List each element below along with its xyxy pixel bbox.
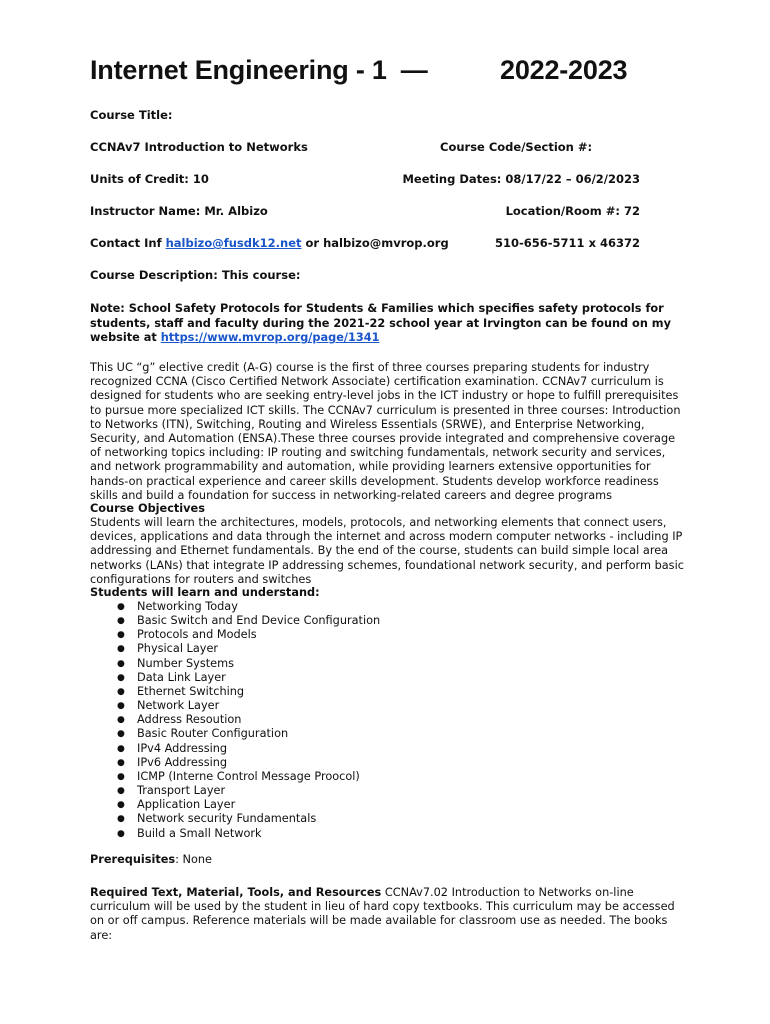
list-item xyxy=(90,798,380,812)
phone-number: 510-656-5711 x 46372 xyxy=(495,236,640,250)
list-item-text: Network security Fundamentals xyxy=(137,812,317,826)
bullet-icon: ● xyxy=(117,729,125,740)
list-item-text: Network Layer xyxy=(137,699,220,713)
bullet-icon: ● xyxy=(117,701,125,712)
prerequisites-value: : None xyxy=(175,853,213,866)
units-of-credit: Units of Credit: 10 xyxy=(90,172,209,186)
list-item-text: Basic Switch and End Device Configuration xyxy=(137,614,381,628)
list-item xyxy=(90,770,380,784)
bullet-icon: ● xyxy=(117,658,125,669)
list-item-text: Transport Layer xyxy=(137,784,226,798)
location-room: Location/Room #: 72 xyxy=(505,204,640,218)
bullet-icon: ● xyxy=(117,602,125,612)
list-item xyxy=(90,784,380,798)
learn-heading: Students will learn and understand: xyxy=(90,586,320,599)
contact-email-link[interactable]: halbizo@fusdk12.net xyxy=(165,236,302,250)
description-body: This UC “g” elective credit (A-G) course is the first of three courses preparing students for industry recognized CCNA (Cisco Certified Network Associate) certification examination. CCNAv7 curriculum is designed for students who are seeking entry-level jobs in the ICT industry or hope to fulfill prerequisites to pursue more specialized ICT skills. The CCNAv7 curriculum is presented in three courses: Introduction to Networks (ITN), Switching, Routing and Wireless Essentials (SRWE), and Enterprise Networking, Security, and Automation (ENSA).These three courses provide integrated and comprehensive coverage of networking topics including: IP routing and switching fundamentals, network security and services, and network programmability and automation, while providing learners extensive opportunities for hands-on practical experience and career skills development. Students develop workforce readiness skills and build a foundation for success in networking-related careers and degree programs xyxy=(90,361,681,502)
list-item xyxy=(90,614,380,628)
list-item xyxy=(90,685,380,699)
title-dash: — xyxy=(400,55,428,85)
list-item-text: Address Resoution xyxy=(137,713,242,727)
list-item xyxy=(90,742,380,756)
list-item-text: Ethernet Switching xyxy=(137,684,245,698)
list-item-text: Data Link Layer xyxy=(137,670,226,684)
list-item xyxy=(90,713,380,727)
bullet-icon: ● xyxy=(117,757,125,768)
bullet-icon: ● xyxy=(117,814,125,825)
list-item xyxy=(90,756,380,770)
instructor-name: Instructor Name: Mr. Albizo xyxy=(90,204,268,218)
page-title xyxy=(90,55,628,86)
bullet-icon: ● xyxy=(117,786,125,797)
school-year: 2022-2023 xyxy=(500,55,628,85)
objectives-heading: Course Objectives xyxy=(90,502,205,515)
safety-note-link[interactable]: https://www.mvrop.org/page/1341 xyxy=(160,331,380,344)
topics-list xyxy=(90,600,380,841)
list-item-text: Physical Layer xyxy=(137,642,219,656)
bullet-icon: ● xyxy=(117,672,125,683)
course-name: CCNAv7 Introduction to Networks xyxy=(90,140,308,154)
materials-body: CCNAv7.02 Introduction to Networks on-line curriculum will be used by the student in lieu of hard copy textbooks. This curriculum may be accessed on or off campus. Reference materials will be made available for classroom use as needed. The books are: xyxy=(90,886,675,942)
list-item-text: Application Layer xyxy=(137,798,236,812)
meeting-dates: Meeting Dates: 08/17/22 – 06/2/2023 xyxy=(402,172,640,186)
contact-prefix: Contact Inf xyxy=(90,236,166,250)
materials-label: Required Text, Material, Tools, and Resources xyxy=(90,886,382,899)
list-item-text: IPv6 Addressing xyxy=(137,755,228,769)
bullet-icon: ● xyxy=(117,800,125,811)
prerequisites-label: Prerequisites xyxy=(90,853,176,866)
list-item xyxy=(90,671,380,685)
bullet-icon: ● xyxy=(117,743,125,754)
list-item xyxy=(90,812,380,826)
bullet-icon: ● xyxy=(117,715,125,726)
required-materials xyxy=(90,886,686,943)
bullet-icon: ● xyxy=(117,686,125,697)
contact-info xyxy=(90,236,449,250)
list-item-text: Basic Router Configuration xyxy=(137,727,289,741)
list-item-text: Build a Small Network xyxy=(137,826,262,840)
contact-suffix: or halbizo@mvrop.org xyxy=(301,236,449,250)
list-item xyxy=(90,600,380,614)
prerequisites xyxy=(90,853,686,867)
course-description-label: Course Description: This course: xyxy=(90,268,301,282)
objectives-body: Students will learn the architectures, models, protocols, and networking elements that connect users, devices, applications and data through the internet and across modern computer networks - including IP addressing and Ethernet fundamentals. By the end of the course, students can build simple local area networks (LANs) that integrate IP addressing schemes, foundational network security, and perform basic configurations for routers and switches xyxy=(90,516,684,586)
safety-note xyxy=(90,302,686,346)
bullet-icon: ● xyxy=(117,644,125,655)
bullet-icon: ● xyxy=(117,616,125,627)
list-item xyxy=(90,727,380,741)
list-item-text: IPv4 Addressing xyxy=(137,741,228,755)
safety-note-text: Note: School Safety Protocols for Students & Families which specifies safety protocols for students, staff and faculty during the 2021-22 school year at Irvington can be found on my website at xyxy=(90,302,671,344)
list-item-text: ICMP (Interne Control Message Proocol) xyxy=(137,769,360,783)
bullet-icon: ● xyxy=(117,771,125,782)
bullet-icon: ● xyxy=(117,630,125,641)
list-item-text: Networking Today xyxy=(137,600,238,613)
list-item xyxy=(90,699,380,713)
bullet-icon: ● xyxy=(117,828,125,839)
list-item xyxy=(90,827,380,841)
list-item-text: Number Systems xyxy=(137,656,234,670)
course-code: Course Code/Section #: xyxy=(440,140,593,154)
course-title-label: Course Title: xyxy=(90,108,173,122)
list-item-text: Protocols and Models xyxy=(137,628,257,642)
list-item xyxy=(90,642,380,656)
list-item xyxy=(90,657,380,671)
title-text: Internet Engineering - 1 xyxy=(90,55,387,85)
list-item xyxy=(90,628,380,642)
